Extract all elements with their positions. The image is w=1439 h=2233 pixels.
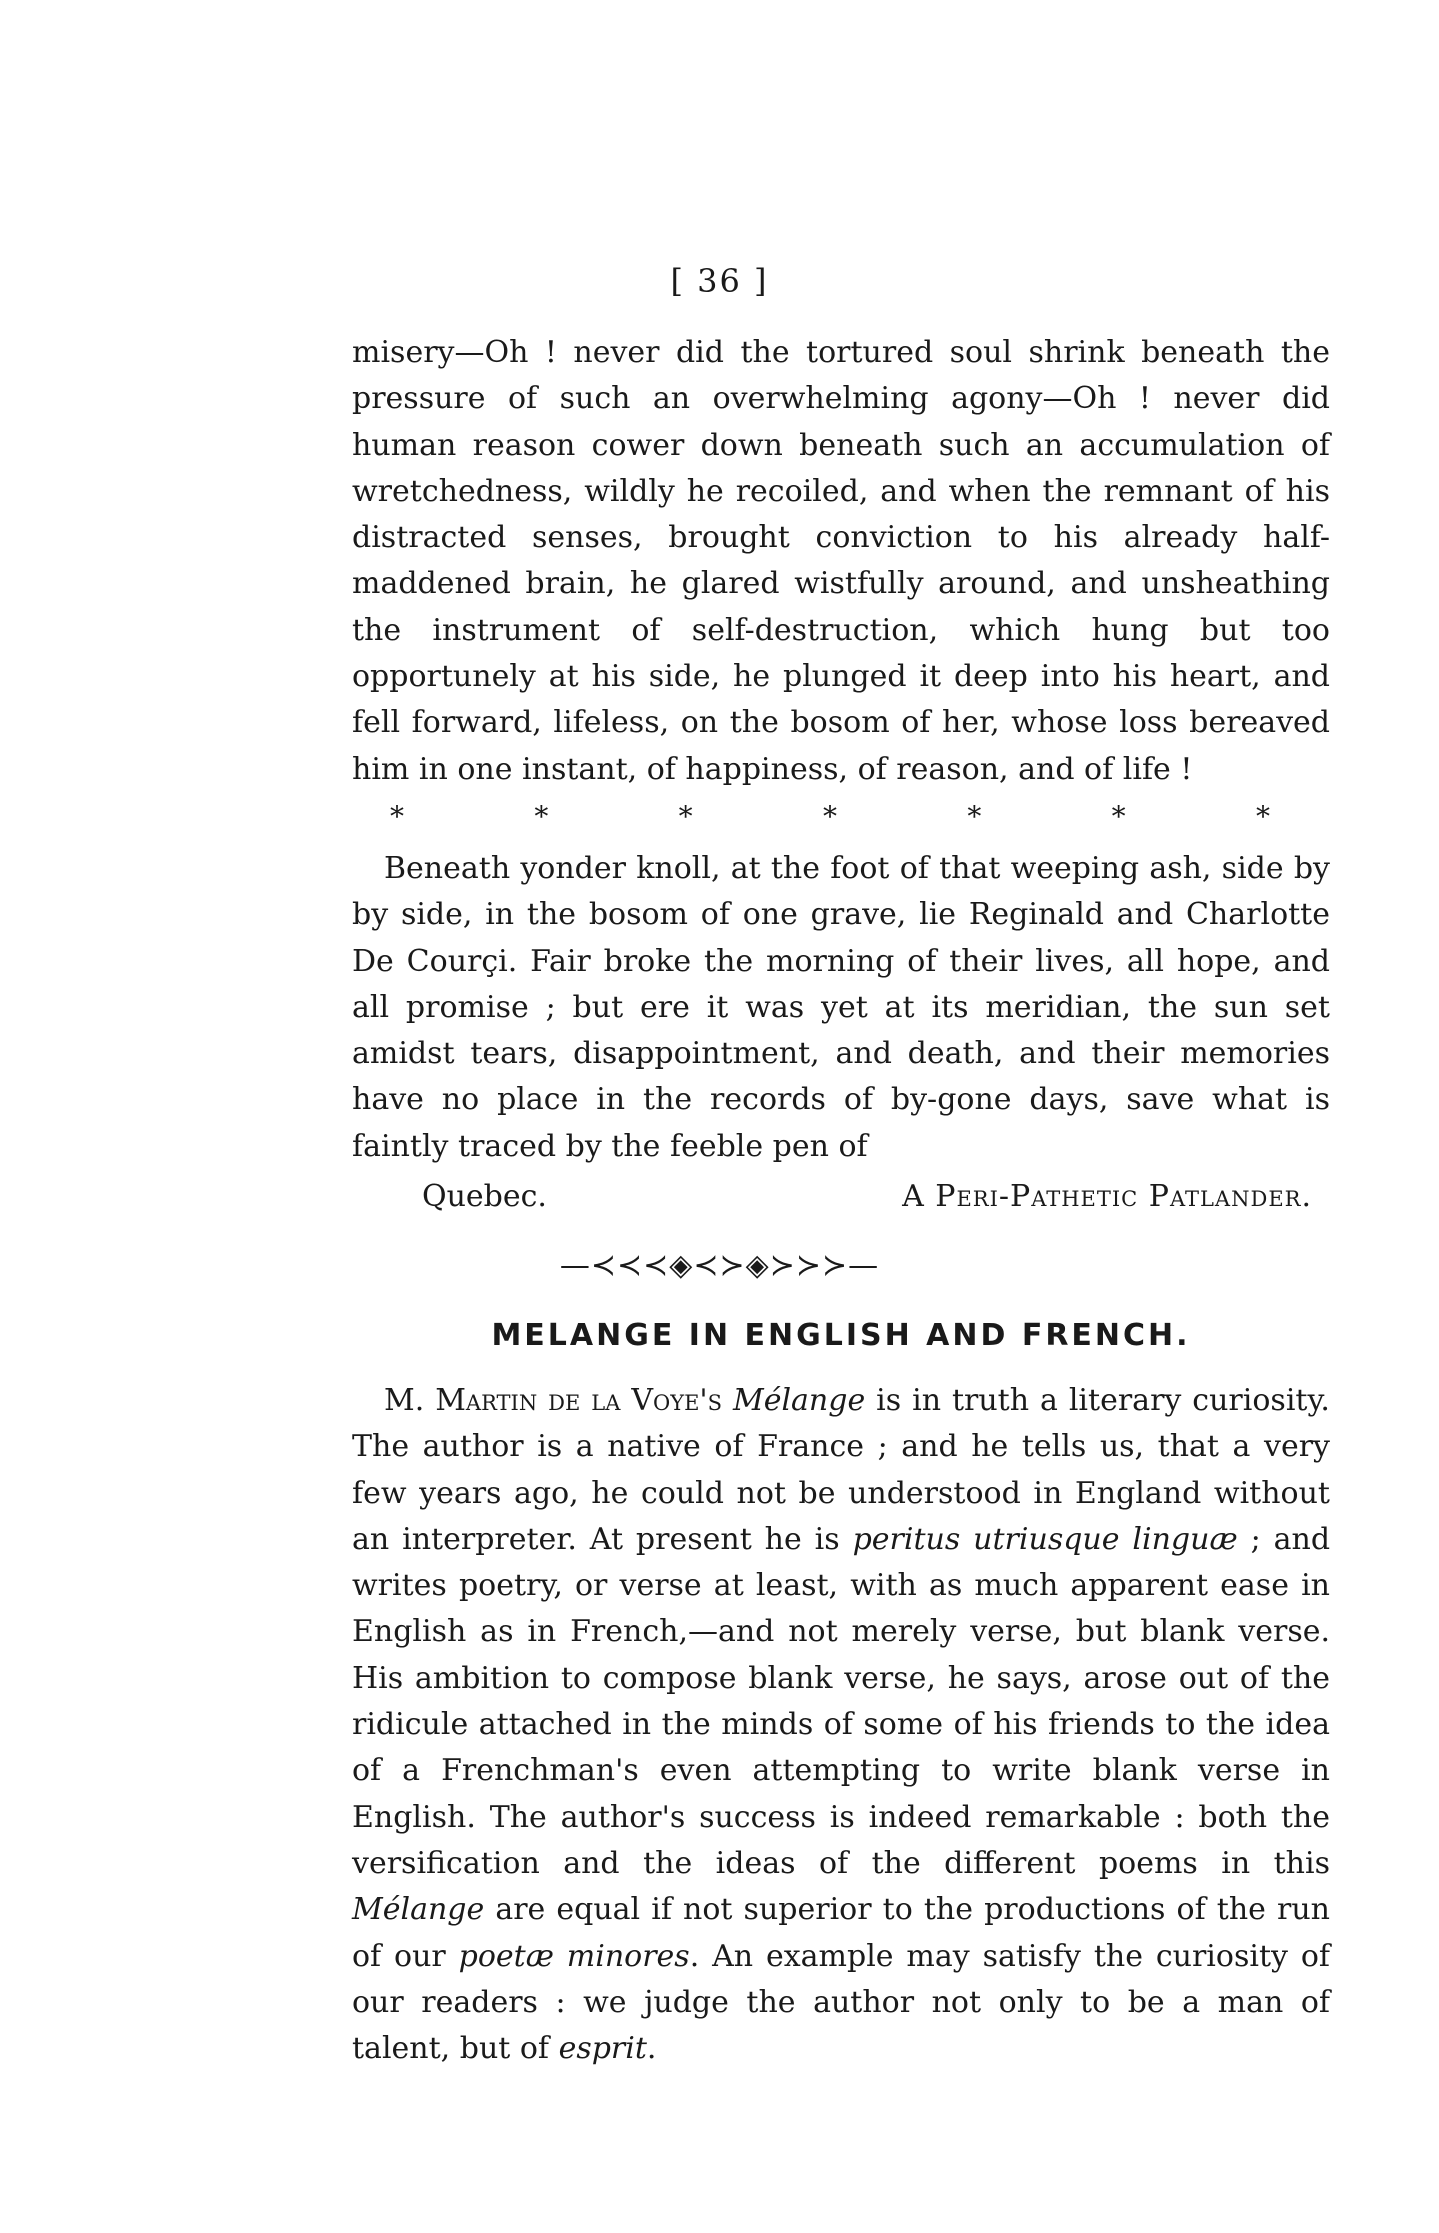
asterisk: *: [390, 800, 404, 833]
signature-place: Quebec.: [422, 1179, 547, 1214]
asterisk: *: [967, 800, 982, 833]
review-text-5: .: [646, 2031, 657, 2067]
signature-name: A Peri-Pathetic Patlander.: [902, 1179, 1312, 1214]
story-paragraph: misery—Oh ! never did the tortured soul shrink beneath the pressure of such an overwhelming agony—Oh ! never did human reason cower down beneath such an accumulation of wretchedness, wildly he recoiled, and when the remnant of his distracted senses, brought conviction to his already half-maddened brain, he glared wistfully around, and unsheathing the instrument of self-destruction, which hung but too opportunely at his side, he plunged it deep into his heart, and fell forward, lifeless, on the bosom of her, whose loss bereaved him in one instant, of happiness, of reason, and of life !: [352, 335, 1330, 787]
signature-line: [422, 1174, 1312, 1220]
asterisk: *: [1111, 800, 1126, 833]
poetae-phrase: poetæ minores: [458, 1938, 690, 1974]
decorative-ornament: —≺≺≺◈≺≻◈≻≻≻—: [559, 1248, 880, 1283]
book-title-2: Mélange: [352, 1892, 485, 1928]
review-text-2: ; and writes poetry, or verse at least, with as much apparent ease in English as in French,—and not merely verse, but blank verse. His ambition to compose blank verse, he says, arose out of the ridicule attached in the minds of some of his friends to the idea of a Frenchman's even attempting to write blank verse in English. The author's success is indeed remarkable : both the versification and the ideas of the different poems in this: [352, 1521, 1331, 1881]
section-break-asterisks: [390, 800, 1270, 833]
asterisk: *: [822, 800, 837, 833]
asterisk: *: [678, 800, 693, 833]
page-number: [ 36 ]: [670, 262, 769, 300]
latin-phrase: peritus utriusque linguæ: [852, 1521, 1238, 1557]
review-paragraph: [352, 1378, 1330, 2072]
section-heading: MELANGE IN ENGLISH AND FRENCH.: [491, 1318, 1191, 1353]
review-text-1: is in truth a literary curiosity. The author is a native of France ; and he tells us, that a very few years ago, he could not be understood in England without an interpreter. At present he is: [352, 1383, 1330, 1557]
author-prefix: M.: [384, 1383, 436, 1418]
author-name: Martin de la Voye's: [435, 1383, 723, 1418]
asterisk: *: [1255, 800, 1270, 833]
asterisk: *: [534, 800, 549, 833]
esprit-word: esprit: [558, 2031, 647, 2067]
epilogue-paragraph: Beneath yonder knoll, at the foot of that weeping ash, side by by side, in the bosom of one grave, lie Reginald and Charlotte De Courçi. Fair broke the morning of their lives, all hope, and all promise ; but ere it was yet at its meridian, the sun set amidst tears, disappointment, and death, and their memories have no place in the records of by-gone days, save what is faintly traced by the feeble pen of: [352, 851, 1330, 1164]
book-title: Mélange: [732, 1383, 866, 1418]
review-text-3: are equal if not superior to the productions of the run of our: [352, 1892, 1330, 1974]
review-text-4: . An example may satisfy the curiosity of our readers : we judge the author not only to be a man of talent, but of: [352, 1938, 1330, 2067]
